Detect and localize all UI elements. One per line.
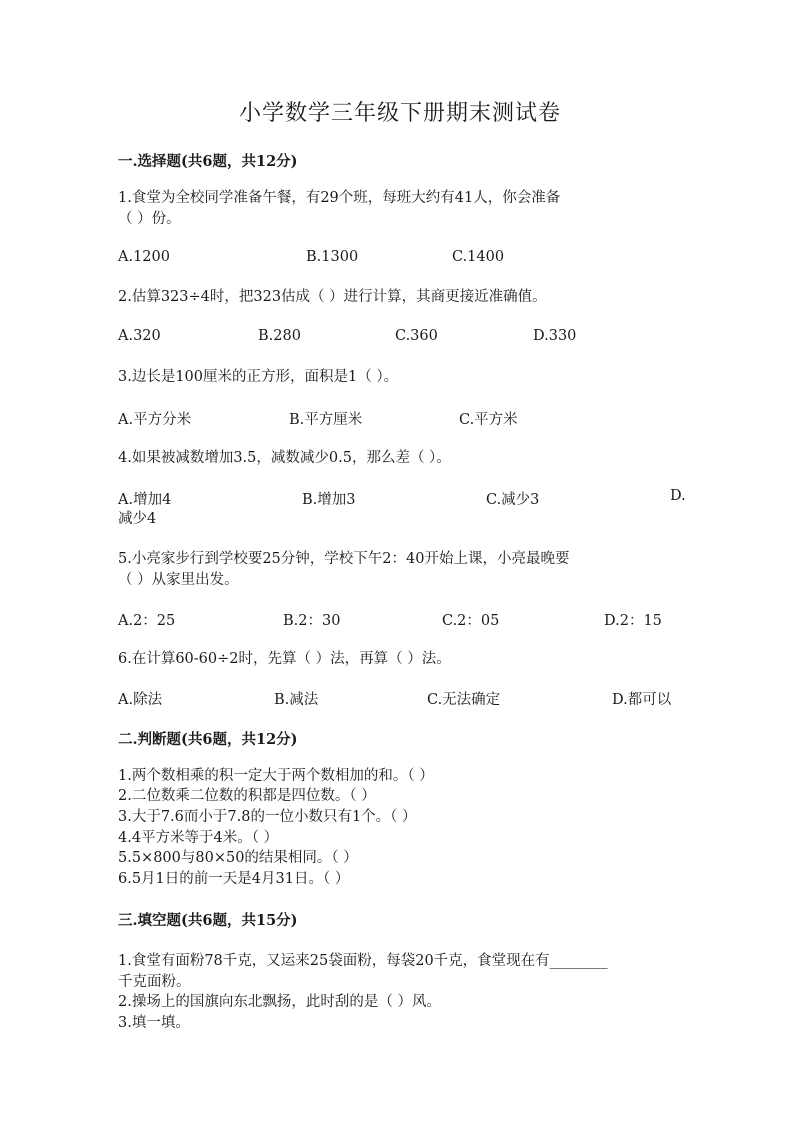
section-heading-choice: 一.选择题(共6题，共12分)	[118, 153, 298, 170]
option-c: C.减少3	[486, 492, 540, 508]
options-row	[118, 488, 688, 510]
option-b: B.增加3	[302, 492, 356, 508]
options-row	[118, 408, 688, 430]
option-c: C.360	[395, 328, 438, 344]
option-d: D.	[670, 488, 686, 504]
option-c: C.1400	[452, 249, 505, 265]
option-a: A.平方分米	[118, 412, 192, 428]
options-row	[118, 609, 688, 631]
page-title: 小学数学三年级下册期末测试卷	[238, 101, 561, 126]
judge-item: 4.4平方米等于4米。（ ）	[118, 830, 279, 846]
judge-item: 5.5×800与80×50的结果相同。（ ）	[118, 850, 358, 866]
section-heading-fill: 三.填空题(共6题，共15分)	[118, 912, 298, 929]
judge-item: 3.大于7.6而小于7.8的一位小数只有1个。（ ）	[118, 809, 417, 825]
question-text: （ ）从家里出发。	[118, 572, 239, 588]
option-a: A.增加4	[118, 492, 172, 508]
judge-item: 1.两个数相乘的积一定大于两个数相加的和。（ ）	[118, 768, 434, 784]
question-text: 3.边长是100厘米的正方形，面积是1（ ）。	[118, 369, 399, 385]
option-a: A.320	[118, 328, 161, 344]
option-c: C.无法确定	[427, 692, 501, 708]
question-text: 2.估算323÷4时，把323估成（ ）进行计算，其商更接近准确值。	[118, 289, 547, 305]
options-row	[118, 328, 688, 350]
option-b: B.1300	[306, 249, 359, 265]
option-d: D.都可以	[612, 692, 672, 708]
options-row	[118, 688, 688, 710]
question-text: 1.食堂为全校同学准备午餐，有29个班，每班大约有41人，你会准备	[118, 190, 561, 206]
option-d: D.2：15	[604, 613, 662, 629]
option-b: B.2：30	[283, 613, 341, 629]
options-row	[118, 249, 688, 271]
option-b: B.减法	[274, 692, 319, 708]
question-text: 5.小亮家步行到学校要25分钟，学校下午2：40开始上课，小亮最晚要	[118, 551, 570, 567]
option-d: D.330	[533, 328, 577, 344]
question-text: （ ）份。	[118, 211, 181, 227]
option-a: A.除法	[118, 692, 163, 708]
judge-item: 2.二位数乘二位数的积都是四位数。（ ）	[118, 788, 376, 804]
option-b: B.280	[258, 328, 301, 344]
option-c: C.2：05	[442, 613, 500, 629]
question-text: 6.在计算60-60÷2时，先算（ ）法，再算（ ）法。	[118, 651, 451, 667]
judge-item: 6.5月1日的前一天是4月31日。（ ）	[118, 871, 350, 887]
option-a: A.1200	[118, 249, 170, 265]
option-a: A.2：25	[118, 613, 176, 629]
fill-item: 3.填一填。	[118, 1015, 190, 1031]
question-text: 4.如果被减数增加3.5，减数减少0.5，那么差（ ）。	[118, 450, 451, 466]
option-b: B.平方厘米	[289, 412, 363, 428]
fill-item-continuation: 千克面粉。	[118, 974, 191, 990]
option-d-continuation: 减少4	[118, 511, 157, 527]
fill-item: 2.操场上的国旗向东北飘扬，此时刮的是（ ）风。	[118, 994, 441, 1010]
option-c: C.平方米	[459, 412, 518, 428]
section-heading-judge: 二.判断题(共6题，共12分)	[118, 731, 298, 748]
fill-item: 1.食堂有面粉78千克，又运来25袋面粉，每袋20千克，食堂现在有________	[118, 953, 608, 969]
